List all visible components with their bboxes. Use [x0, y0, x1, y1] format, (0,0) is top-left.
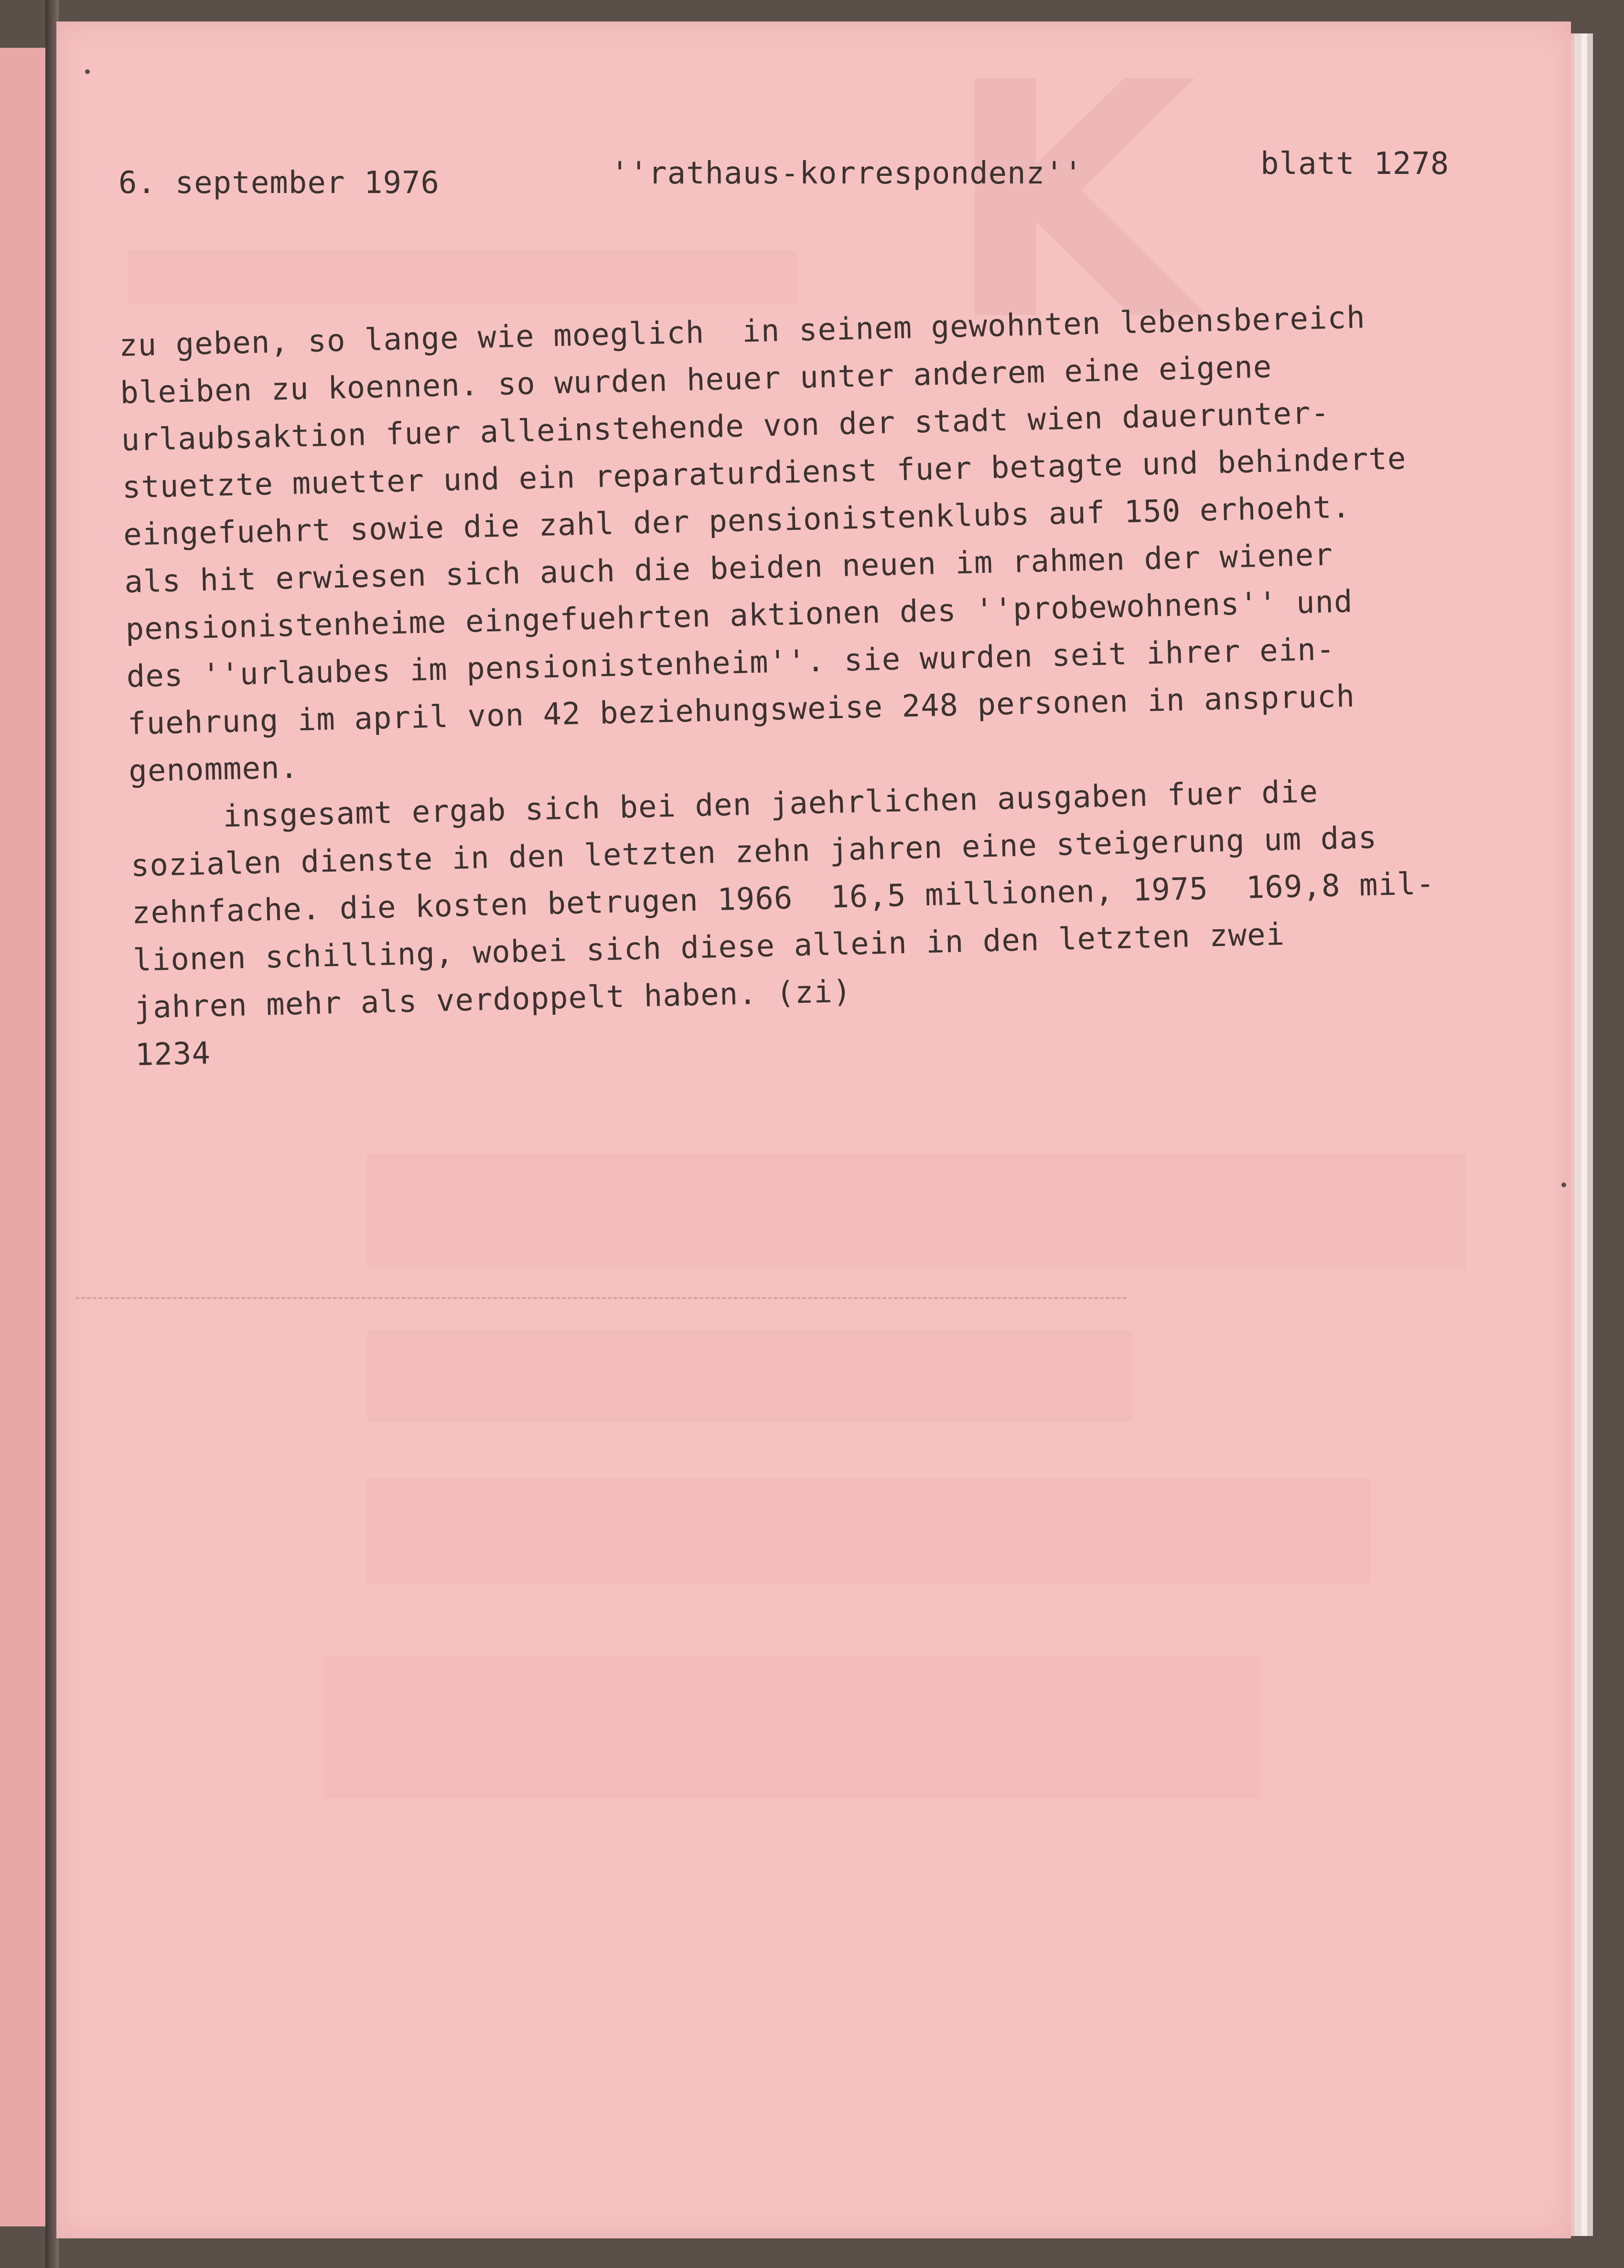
body-text [118, 291, 1521, 1079]
text-line: zehnfache. die kosten betrugen 1966 16,5 millionen, 1975 169,8 mil- [131, 866, 1435, 931]
text-line: genommen. [128, 750, 299, 789]
header-sheet-number: blatt 1278 [1260, 146, 1450, 182]
show-through-letter-graphic: K [945, 14, 1197, 392]
header-date: 6. september 1976 [118, 165, 440, 201]
margin-mark [85, 69, 90, 74]
text-line: bleiben zu koennen. so wurden heuer unter anderem eine eigene [119, 349, 1272, 411]
text-line: als hit erwiesen sich auch die beiden neuen im rahmen der wiener [124, 537, 1334, 600]
text-line: urlaubsaktion fuer alleinstehende von der stadt wien dauerunter- [120, 395, 1330, 458]
text-line: zu geben, so lange wie moeglich in seinem gewohnten lebensbereich [118, 300, 1366, 364]
document-page [56, 14, 1571, 2238]
text-line: des ''urlaubes im pensionistenheim''. sie wurden seit ihrer ein- [126, 632, 1336, 695]
page-stack-edge [1587, 33, 1593, 2236]
text-line: pensionistenheime eingefuehrten aktionen des ''probewohnens'' und [125, 584, 1354, 647]
show-through-text-block [367, 1331, 1131, 1421]
text-line: sozialen dienste in den letzten zehn jahren eine steigerung um das [130, 820, 1378, 884]
margin-mark [1561, 1182, 1566, 1187]
show-through-text-block [367, 1479, 1370, 1584]
text-line: fuehrung im april von 42 beziehungsweise 248 personen in anspruch [127, 678, 1355, 742]
show-through-text-block [324, 1655, 1260, 1799]
show-through-text-block [367, 1154, 1466, 1268]
text-line: stuetzte muetter und ein reparaturdienst fuer betagte und behinderte [122, 441, 1407, 505]
header-source: ''rathaus-korrespondenz'' [611, 156, 1083, 191]
text-line: insgesamt ergab sich bei den jaehrlichen ausgaben fuer die [222, 774, 1319, 835]
text-line: jahren mehr als verdoppelt haben. (zi) [133, 974, 852, 1026]
show-through-separator [75, 1297, 1127, 1299]
previous-page-edge [0, 48, 48, 2226]
reference-number: 1234 [134, 1036, 211, 1073]
text-line: eingefuehrt sowie die zahl der pensionistenklubs auf 150 erhoeht. [123, 489, 1351, 553]
text-line: lionen schilling, wobei sich diese allein in den letzten zwei [132, 916, 1285, 978]
show-through-text-block [128, 251, 797, 303]
